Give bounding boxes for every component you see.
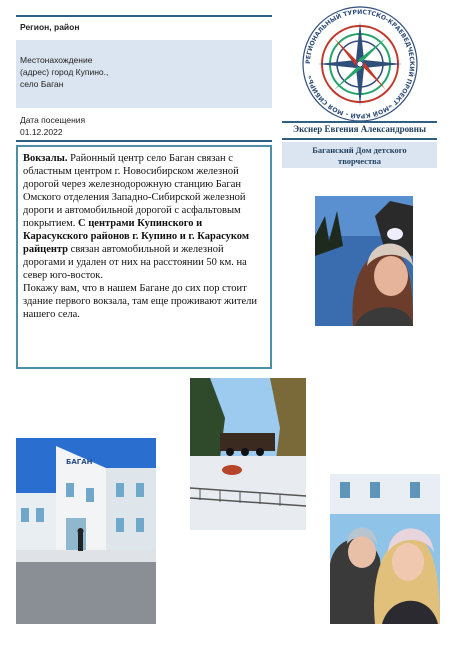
visit-block [16,112,272,142]
author-bottom-rule [282,138,437,140]
station-building-photo [16,438,156,624]
selfie-photo [315,196,413,326]
project-logo [296,4,424,124]
train-monument-photo [190,378,306,530]
location-address: (адрес) город Купино., [20,67,109,77]
article-bold-2: С центрами Купинского и Карасукского районов г. Купино и г. Карасуком райцентр [23,218,249,255]
article-heading: Вокзалы. [23,153,68,164]
article-text-2: связан автомобильной и железной дорогами и удален от них на расстоянии 50 км. на север юго-восток. [23,244,247,281]
location-label: Местонахождение [20,55,93,65]
visit-date: 01.12.2022 [20,127,63,137]
visit-rule [16,140,272,142]
portrait-photo [330,474,440,624]
location-panel [16,40,272,108]
organization-line2: творчества [338,156,381,166]
article-text-1: Районный центр село Баган связан с областным центром г. Новосибирском железной дорогой через железнодорожную станцию Баган Омского отделения Западно-Сибирской железной дороги и автомобильной дорогой с асфальтовым покрытием. [23,153,246,229]
visit-label: Дата посещения [20,115,86,125]
region-label: Регион, район [20,22,80,32]
top-rule [16,15,272,17]
location-village: село Баган [20,79,64,89]
organization-line1: Баганский Дом детского [312,145,407,155]
article-paragraph-2: Покажу вам, что в нашем Багане до сих пор стоит здание первого вокзала, там еще проживают жители нашего села. [23,283,258,320]
station-sign: БАГАН [66,458,93,466]
organization-panel [282,142,437,168]
article-textbox [16,145,272,369]
author-top-rule [282,121,437,123]
author-name: Экснер Евгения Александровны [292,124,426,134]
logo-ring-text: РЕГИОНАЛЬНЫЙ ТУРИСТСКО-КРАЕВЕДЧЕСКИЙ ПРОЕКТ «МОЙ КРАЙ - МОЯ СИБИРЬ» [304,8,416,120]
article-paragraph-1 [23,152,265,282]
